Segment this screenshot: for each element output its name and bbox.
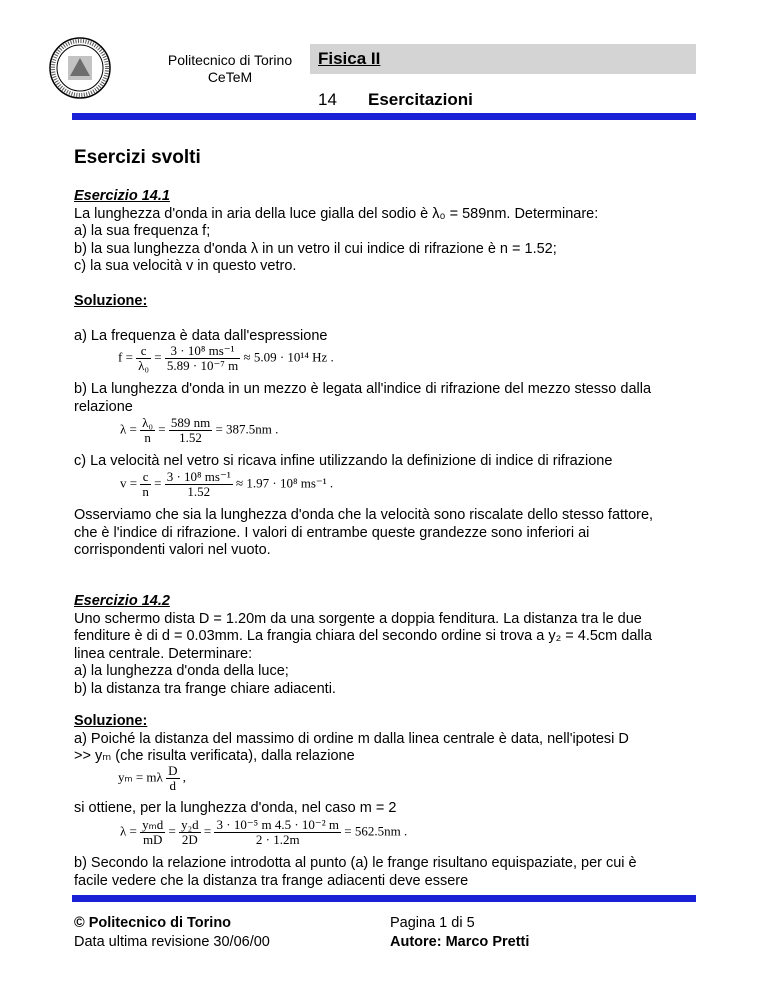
footer-left: © Politecnico di Torino Data ultima revisione 30/06/00 bbox=[74, 915, 270, 950]
exercise-1: Esercizio 14.1 La lunghezza d'onda in aria della luce gialla del sodio è λ₀ = 589nm. Determinare: a) la sua frequenza f; b) la sua lunghezza d'onda λ in un vetro il cui indice di rifrazione è n = 1.52; c) la sua velocità v in questo vetro. bbox=[74, 188, 694, 276]
exercise-2-solution-label: Soluzione: bbox=[74, 713, 148, 729]
exercise-2: Esercizio 14.2 Uno schermo dista D = 1.20m da una sorgente a doppia fenditura. La distanza tra le due fenditure è di d = 0.03mm. La frangia chiara del secondo ordine si trova a y₂ = 4.5cm dalla linea centrale. Determinare: a) la lunghezza d'onda della luce; b) la distanza tra frange chiare adiacenti. bbox=[74, 593, 694, 698]
author: Autore: Marco Pretti bbox=[390, 934, 530, 950]
equation-wavelength-2: λ = $\frac{\text{yₘd}}{mD}$ = $\frac{\text{y₂d}}{2D}$ = $\frac{\text{3 · 10⁻⁵ m 4.5 · 10⁻² m}}{2 \cdot 1.2m}$ = 562.5nm . bbox=[120, 817, 408, 847]
footer-right bbox=[390, 914, 529, 952]
section-title: Esercizi svolti bbox=[74, 147, 201, 168]
university-seal-logo bbox=[48, 36, 112, 100]
page-number: Pagina 1 di 5 bbox=[390, 915, 475, 931]
chapter-number: 14 bbox=[318, 90, 337, 109]
exercise-1-title: Esercizio 14.1 bbox=[74, 188, 170, 204]
equation-fringe-position: yₘ = mλ $\frac{D}{d}$ , bbox=[118, 763, 186, 793]
chapter-title: Esercitazioni bbox=[368, 90, 473, 109]
footer-divider bbox=[72, 895, 696, 902]
institution-name: Politecnico di Torino CeTeM bbox=[167, 52, 293, 85]
exercise-2-title: Esercizio 14.2 bbox=[74, 593, 170, 609]
course-title: Fisica II bbox=[318, 49, 381, 68]
header-divider bbox=[72, 113, 696, 120]
equation-wavelength: λ = $\frac{\text{λ₀}}{n}$ = $\frac{589 nm}{1.52}$ = 387.5nm . bbox=[120, 415, 279, 445]
equation-frequency: f = $\frac{c}{\text{λ₀}}$ = $\frac{\text{3 · 10⁸ ms⁻¹}}{\text{5.89 · 10⁻⁷ m}}$ ≈ 5.09 · 10¹⁴ Hz . bbox=[118, 343, 334, 373]
exercise-1-solution-label: Soluzione: bbox=[74, 293, 148, 309]
equation-velocity: v = $\frac{c}{n}$ = $\frac{\text{3 · 10⁸ ms⁻¹}}{1.52}$ ≈ 1.97 · 10⁸ ms⁻¹ . bbox=[120, 469, 334, 499]
